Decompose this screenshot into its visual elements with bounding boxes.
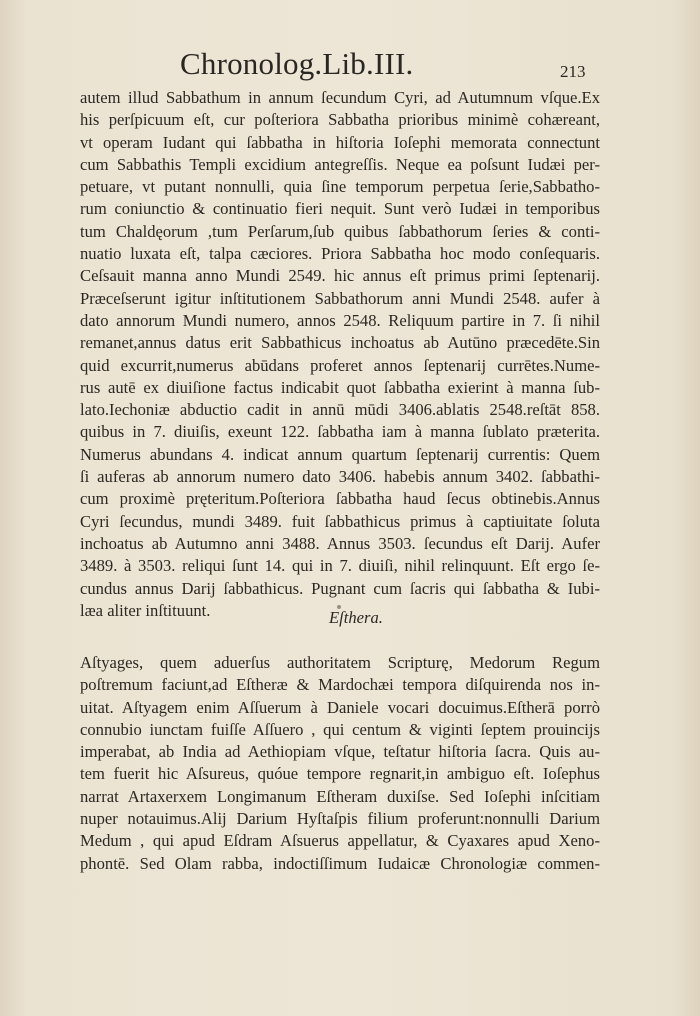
text-line: quibus in 7. diuiſis, exeunt 122. ſabbatha iam à manna ſublato præterita. xyxy=(80,422,600,442)
text-line: remanet,annus datus erit Sabbathicus inchoatus ab Autūno præcedēte.Sin xyxy=(80,333,600,353)
paragraph-1 xyxy=(80,87,600,622)
text-line: tum Chaldęorum ,tum Perſarum,ſub quibus ſabbathorum ſeries & conti- xyxy=(80,221,600,241)
text-line: Cyri ſecundus, mundi 3489. fuit ſabbathicus primus à captiuitate ſoluta xyxy=(80,511,600,531)
text-line: imperabat, ab India ad Aethiopiam vſque, teſtatur hiſtoria ſacra. Quis au- xyxy=(80,742,600,762)
text-line: poſtremum faciunt,ad Eſtheræ & Mardochæi tempora diſquirenda nos in- xyxy=(80,675,600,695)
text-line: cum proximè pręteritum.Poſteriora ſabbatha haud ſecus obtinebis.Annus xyxy=(80,489,600,509)
text-line: 3489. à 3503. reliqui ſunt 14. qui in 7. diuiſi, nihil relinquunt. Eſt ergo ſe- xyxy=(80,556,600,576)
section-heading-text: Eſthera. xyxy=(329,608,383,627)
text-line: Ceſsauit manna anno Mundi 2549. hic annus eſt primus primi ſeptenarij. xyxy=(80,266,600,286)
text-line: Medum , qui apud Eſdram Aſsuerus appellatur, & Cyaxares apud Xeno- xyxy=(80,831,600,851)
text-line: nuatio luxata eſt, talpa cæciores. Priora Sabbatha hoc modo conſequaris. xyxy=(80,244,600,264)
text-line: nuper notauimus.Alij Darium Hyſtaſpis filium proferunt:nonnulli Darium xyxy=(80,809,600,829)
running-title: Chronolog.Lib.III. xyxy=(180,46,414,81)
text-line: tem fuerit hic Aſsureus, quóue tempore regnarit,in ambiguo eſt. Ioſephus xyxy=(80,764,600,784)
page-header xyxy=(0,42,700,86)
text-line: Præceſserunt igitur inſtitutionem Sabbathorum anni Mundi 2548. aufer à xyxy=(80,288,600,308)
text-line: connubio iunctam fuiſſe Aſſuero , qui centum & viginti ſeptem prouincijs xyxy=(80,719,600,739)
text-line: lato.Iechoniæ abductio cadit in annū mūdi 3406.ablatis 2548.reſtāt 858. xyxy=(80,400,600,420)
text-line: rus autē ex diuiſione factus indicabit quot ſabbatha exierint à manna ſub- xyxy=(80,377,600,397)
text-line: læa aliter inſtituunt. xyxy=(80,600,211,620)
text-line: Numerus abundans 4. indicat annum quartum ſeptenarij currentis: Quem xyxy=(80,444,600,464)
text-line: phontē. Sed Olam rabba, indoctiſſimum Iudaicæ Chronologiæ commen- xyxy=(80,853,600,873)
text-line: inchoatus ab Autumno anni 3488. Annus 3503. ſecundus eſt Darij. Aufer xyxy=(80,533,600,553)
text-line: Aſtyages, quem aduerſus authoritatem Scripturę, Medorum Regum xyxy=(80,653,600,672)
text-line: his perſpicuum eſt, cur poſteriora Sabbatha prioribus minimè cohæreant, xyxy=(80,110,600,130)
section-heading xyxy=(0,608,700,628)
paragraph-2 xyxy=(80,652,600,875)
text-line: dato annorum Mundi numero, annos 2548. Reliquum partire in 7. ſi nihil xyxy=(80,310,600,330)
text-line: quid excurrit,numerus abūdans proferet annos ſeptenarij currētes.Nume- xyxy=(80,355,600,375)
text-line: narrat Artaxerxem Longimanum Eſtheram duxiſse. Sed Ioſephi inſcitiam xyxy=(80,786,600,806)
text-line: cum Sabbathis Templi excidium antegreſſis. Neque ea poſsunt Iudæi per- xyxy=(80,154,600,174)
page-number: 213 xyxy=(560,62,586,81)
text-line: petuare, vt putant nonnulli, quia ſine temporum perpetua ſerie,Sabbatho- xyxy=(80,177,600,197)
text-line: autem illud Sabbathum in annum ſecundum Cyri, ad Autumnum vſque.Ex xyxy=(80,88,600,107)
text-line: vt operam Iudant qui ſabbatha in hiſtoria Ioſephi memorata connectunt xyxy=(80,132,600,152)
text-line: uitat. Aſtyagem enim Aſſuerum à Daniele vocari docuimus.Eſtherā porrò xyxy=(80,697,600,717)
text-line: ſi auferas ab annorum numero dato 3406. habebis annum 3402. ſabbathi- xyxy=(80,467,600,487)
text-line: cundus annus Darij ſabbathicus. Pugnant cum ſacris qui ſabbatha & Iubi- xyxy=(80,578,600,598)
text-line: rum coniunctio & continuatio fieri nequit. Sunt verò Iudæi in temporibus xyxy=(80,199,600,219)
